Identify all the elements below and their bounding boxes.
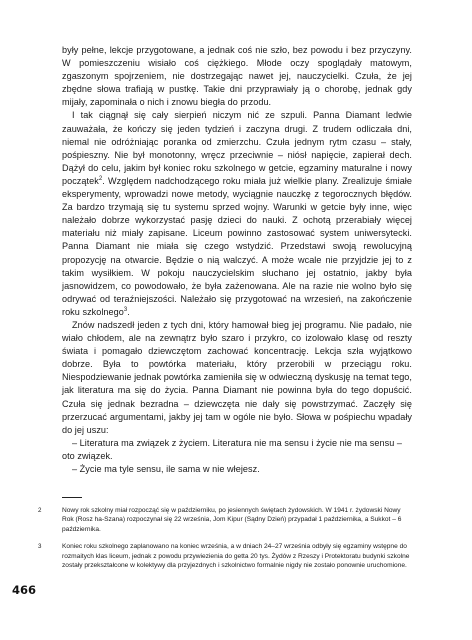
footnote-ref: 2 [98, 175, 103, 182]
footnote [38, 542, 412, 570]
footnote-text: Nowy rok szkolny miał rozpocząć się w październiku, po jesiennych świętach żydowskich. W 1941 r. żydowski Nowy Rok (Rosz ha-Szana) rozpoczynał się 22 września, Jom Kipur (Sądny Dzień) przypadał 1 października, a Sukkot – 6 października. [62, 507, 402, 533]
paragraph-text: . Względem nadchodzącego roku miała już wielkie plany. Zrealizuje śmiałe eksperymenty, wprowadzi nowe metody, wyciągnie nauczkę z tegorocznych błędów. Za bardzo trzymają się tu systemu sprzed wojny. Warunki w getcie były inne, więc należało dobrze wykorzystać pasję dzieci do nauki. Z ochotą przerabiały więcej materiału niż miały zapisane. Liceum powinno zastosować system uniwersytecki. Panna Diamant nie miała się czego wstydzić. Przedstawi swoją rewolucyjną propozycję na otwarcie. Będzie o nią walczyć. A może wcale nie przyjdzie jej to z takim wysiłkiem. W pokoju nauczycielskim słuchano jej ostatnio, jakby była jasnowidzem, co powodowało, że była zażenowana. Ale na razie nie wolno było się odrywać od teraźniejszości. Należało się przygotować na wrzesień, na zakończenie roku szkolnego [62, 175, 412, 317]
paragraph-text: . [127, 306, 130, 317]
dialog-line: – Życie ma tyle sensu, ile sama w nie włejesz. [72, 464, 260, 474]
footnote-ref: 3 [123, 306, 128, 313]
paragraph-text: I tak ciągnął się cały sierpień niczym nić ze szpuli. Panna Diamant ledwie zauważała, że kończy się jeden tydzień i zaczyna drugi. Z trudem odliczała dni, niemal nie odróżniając poranka od zmierzchu. Czuła jednym rytm czasu – stały, pośpieszny. Nie był monotonny, wręcz przeciwnie – niósł napięcie, zapierał dech. Dążył do celu, jakim był koniec roku szkolnego w getcie, egzaminy maturalne i nowy początek [62, 110, 412, 186]
footnote-number: 3 [38, 543, 42, 551]
paragraph [62, 109, 412, 319]
footnote-separator [62, 497, 82, 498]
paragraph: były pełne, lekcje przygotowane, a jednak coś nie szło, bez powodu i bez przyczyny. W pomieszczeniu wisiało coś ciężkiego. Młode oczy spoglądały matowym, zgaszonym spojrzeniem, nie dostrzegając nawet jej, nauczycielki. Czuła, że jej zbędne słowa trafiają w pustkę. Takie dni przyprawiały ją o chorobę, jednak gdy mijały, zapominała o nich i znowu biegła do przodu. [62, 45, 412, 108]
main-text-block [62, 44, 412, 476]
dialog-line: – Literatura ma związek z życiem. Literatura nie ma sensu i życie nie ma sensu – oto związek. [62, 437, 402, 461]
footnotes [38, 506, 412, 578]
paragraph: Znów nadszedł jeden z tych dni, który hamował bieg jej programu. Nie padało, nie wiało chłodem, ale na zewnątrz było szaro i przykro, co izolowało klasę od reszty świata i pomagało dziewczętom zachować koncentrację. Lekcja szła wyjątkowo dobrze. Była to powtórka materiału, który przerobili w przeciągu roku. Niespodziewanie jednak powtórka zamieniła się w odwieczną dyskusję na temat tego, jak literatura ma się do życia. Panna Diamant nie powinna była do tego dopuścić. Czuła się jednak bezradna – dziewczęta nie dały się powstrzymać. Zaczęły się przerzucać argumentami, jakby jej tam w ogóle nie było. Słowa w pośpiechu wpadały do jej uszu: [62, 319, 412, 435]
footnote-text: Koniec roku szkolnego zaplanowano na koniec września, a w dniach 24–27 września odbyły się egzaminy wstępne do rozmaitych klas liceum, jednak z powodu przywiezienia do getta 20 tys. Żydów z Rzeszy i Protektoratu budynki szkolne zostały przekształcone w kolektywy dla przyjezdnych i szkolnictwo formalnie nigdy nie zostało ponownie uruchomione. [62, 543, 410, 570]
footnote [38, 506, 412, 534]
footnote-number: 2 [38, 507, 42, 514]
page-number: 466 [12, 583, 37, 597]
